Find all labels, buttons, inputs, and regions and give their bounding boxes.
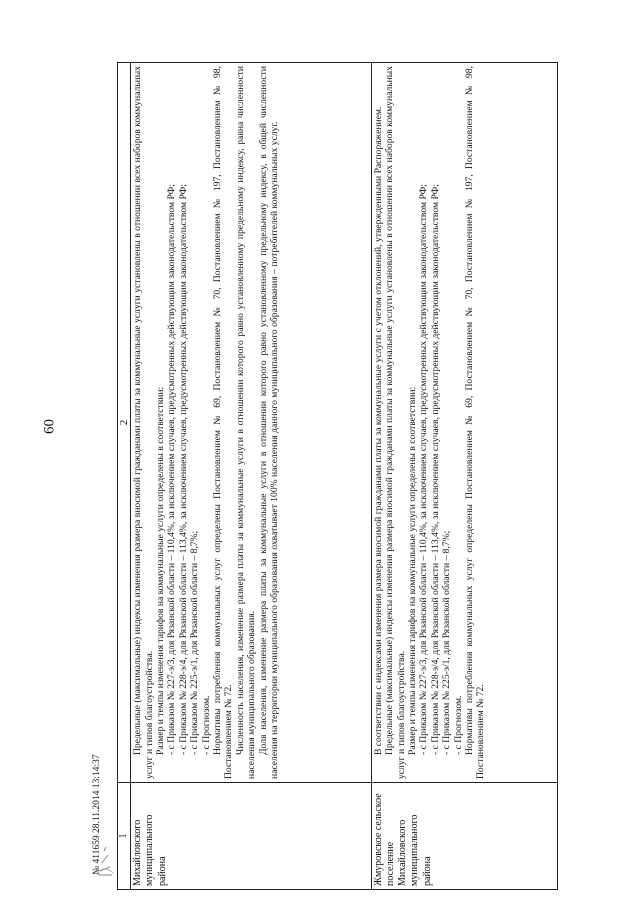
paragraph: Размер и темпы изменения тарифов на коммунальные услуги определены в соответствии: [155, 386, 167, 755]
table-row [371, 63, 557, 890]
paragraph: Численность населения, изменение размера платы за коммунальные услуги в отношении которого равно установленному предельному индексу, равна численности населения муниципального образования. [234, 66, 258, 779]
paragraph: В соответствии с индексами изменения размера вносимой гражданами платы за коммунальные услуги с учетом отклонений, утвержденными Распоряжением. [372, 106, 384, 755]
row-description [131, 63, 372, 783]
column-header-2: 2 [118, 63, 131, 783]
stamp-mark-icon [94, 845, 116, 879]
paragraph: Размер и темпы изменения тарифов на коммунальные услуги определены в соответствии: [407, 386, 419, 755]
paragraph: - с Приказом № 227-э/3, для Рязанской области – 110,4%, за исключением случаев, предусмотренных действующим законодательством РФ; [166, 184, 178, 755]
paragraph: Нормативы потребления коммунальных услуг определены Постановлением № 69, Постановлением № 70, Постановлением № 197, Постановлением № 98, Постановлением № 72. [212, 66, 235, 779]
paragraph: - с Прогнозом. [200, 695, 212, 755]
services-table [117, 62, 558, 890]
paragraph: Предельные (максимальные) индексы изменения размера вносимой гражданами платы за коммунальные услуги установлены в отношении всех наборов коммунальных услуг и типов благоустройства. [132, 66, 155, 779]
paragraph: - с Приказом № 227-э/3, для Рязанской области – 110,4%, за исключением случаев, предусмотренных действующим законодательством РФ; [418, 184, 430, 755]
municipality-name: Михайловского муниципального района [131, 783, 372, 890]
paragraph: - с Прогнозом. [452, 695, 464, 755]
paragraph: - с Приказом № 228-э/4, для Рязанской области – 113,4%, за исключением случаев, предусмотренных действующим законодательством РФ; [177, 184, 189, 755]
paragraph: - с Приказом № 225-э/1, для Рязанской области – 8,7%; [441, 530, 453, 755]
document-footer: № 411659 28.11.2014 13:14:37 [92, 754, 102, 875]
column-header-1: 1 [118, 783, 131, 890]
paragraph: Нормативы потребления коммунальных услуг определены Постановлением № 69, Постановлением № 70, Постановлением № 197, Постановлением № 98, Постановлением № 72. [464, 66, 487, 779]
paragraph: Предельные (максимальные) индексы изменения размера вносимой гражданами платы за коммунальные услуги установлены в отношении всех наборов коммунальных услуг и типов благоустройства. [384, 66, 407, 779]
row-description [371, 63, 557, 783]
table-row [131, 63, 372, 890]
table-header-row [118, 63, 131, 890]
paragraph: - с Приказом № 228-э/4, для Рязанской области – 113,4%, за исключением случаев, предусмотренных действующим законодательством РФ; [429, 184, 441, 755]
paragraph: - с Приказом № 225-э/1, для Рязанской области – 8,7%; [189, 530, 201, 755]
paragraph: Доля населения, изменение размера платы за коммунальные услуги в отношении которого равно установленному предельному индексу, в общей численности населения на территории муниципального образования охватывает 100% населения данного муниципального образования – потребителей коммунальных услуг. [257, 66, 281, 779]
municipality-name: Жмуровское сельское поселение Михайловского муниципального района [371, 783, 557, 890]
page-number: 60 [41, 419, 58, 434]
